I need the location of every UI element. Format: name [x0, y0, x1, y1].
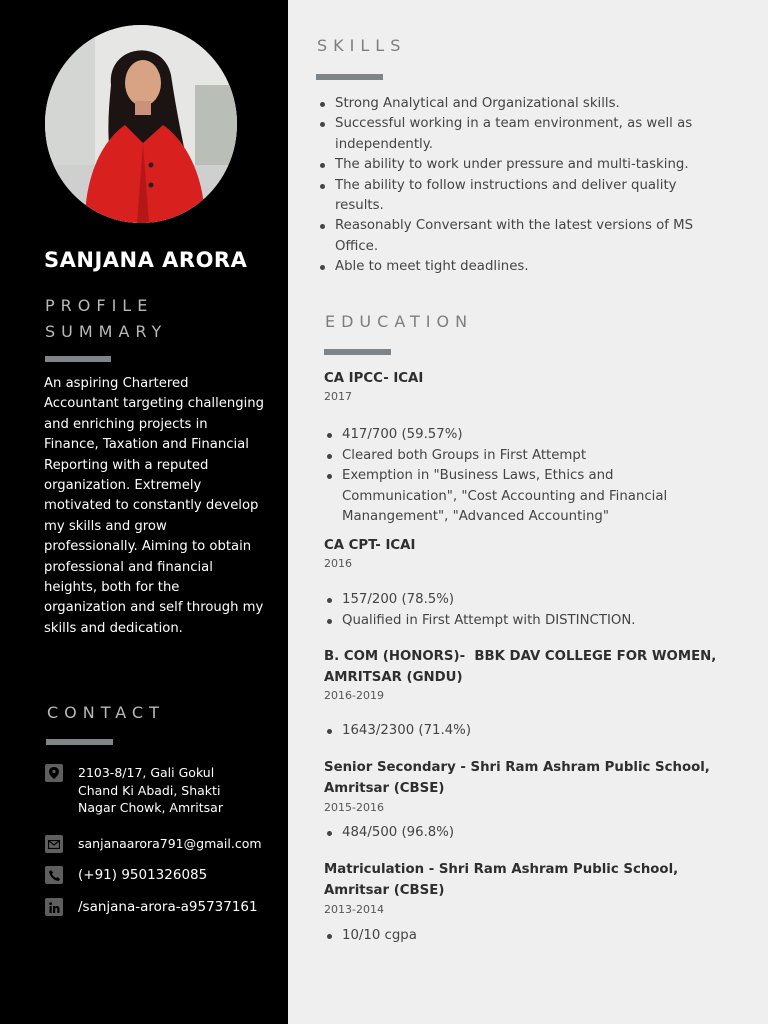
education-title-line: Matriculation - Shri Ram Ashram Public School, — [324, 862, 679, 877]
education-title-line: Amritsar (CBSE) — [324, 780, 445, 796]
skills-list — [317, 94, 727, 278]
education-year: 2016-2019 — [324, 689, 384, 702]
skills-heading: SKILLS — [317, 36, 407, 55]
sidebar — [0, 0, 288, 1024]
education-details — [324, 721, 724, 742]
education-year: 2017 — [324, 390, 352, 403]
list-item: Qualified in First Attempt with DISTINCTION. — [324, 611, 724, 632]
education-title-line: Senior Secondary - Shri Ram Ashram Public School, — [324, 760, 710, 775]
contact-heading: CONTACT — [47, 703, 165, 722]
profile-heading-line1: PROFILE — [45, 296, 154, 315]
education-year: 2016 — [324, 557, 352, 570]
list-item: Exemption in "Business Laws, Ethics and Communication", "Cost Accounting and Financial Manangement", "Advanced Accounting" — [324, 466, 724, 528]
candidate-name: SANJANA ARORA — [44, 248, 248, 272]
list-item: 10/10 cgpa — [324, 926, 724, 947]
list-item: 1643/2300 (71.4%) — [324, 721, 724, 742]
list-item: The ability to work under pressure and multi-tasking. — [317, 155, 727, 175]
list-item: Able to meet tight deadlines. — [317, 257, 727, 277]
email-link[interactable]: sanjanaarora791@gmail.com — [78, 836, 262, 851]
contact-address — [45, 764, 223, 817]
education-title-line: AMRITSAR (GNDU) — [324, 669, 463, 685]
list-item: The ability to follow instructions and deliver quality results. — [317, 176, 727, 217]
education-details — [324, 926, 724, 947]
contact-email[interactable] — [45, 835, 262, 853]
profile-photo-illustration — [45, 25, 237, 223]
list-item: Reasonably Conversant with the latest versions of MS Office. — [317, 216, 727, 257]
list-item: Successful working in a team environment, as well as independently. — [317, 114, 727, 155]
list-item: 157/200 (78.5%) — [324, 590, 724, 611]
linkedin-icon — [45, 898, 63, 916]
education-year: 2013-2014 — [324, 903, 384, 916]
education-details — [324, 425, 724, 528]
phone-number[interactable]: (+91) 9501326085 — [78, 867, 208, 883]
education-details — [324, 590, 724, 631]
address-text: 2103-8/17, Gali Gokul Chand Ki Abadi, Shakti Nagar Chowk, Amritsar — [78, 765, 223, 815]
education-title-line: B. COM (HONORS)- BBK DAV COLLEGE FOR WOMEN, — [324, 649, 717, 664]
list-item: Cleared both Groups in First Attempt — [324, 446, 724, 467]
education-title — [324, 860, 678, 901]
envelope-icon — [45, 835, 63, 853]
contact-linkedin[interactable] — [45, 898, 258, 916]
education-title: CA CPT- ICAI — [324, 538, 416, 553]
list-item: 417/700 (59.57%) — [324, 425, 724, 446]
education-title: CA IPCC- ICAI — [324, 371, 424, 386]
education-title — [324, 758, 710, 799]
profile-photo — [45, 25, 237, 223]
education-heading: EDUCATION — [325, 312, 474, 331]
education-year: 2015-2016 — [324, 801, 384, 814]
profile-heading-line2: SUMMARY — [45, 322, 168, 341]
education-title-line: Amritsar (CBSE) — [324, 882, 445, 898]
list-item: Strong Analytical and Organizational skills. — [317, 94, 727, 114]
linkedin-link[interactable]: /sanjana-arora-a95737161 — [78, 899, 258, 915]
contact-phone[interactable] — [45, 866, 207, 884]
profile-summary-heading — [45, 293, 167, 345]
location-pin-icon — [45, 764, 63, 782]
education-heading-rule — [324, 349, 391, 355]
skills-heading-rule — [316, 74, 383, 80]
contact-heading-rule — [46, 739, 113, 745]
profile-summary-text: An aspiring Chartered Accountant targeting challenging and enriching projects in Finance, Taxation and Financial Reporting with a reputed organization. Extremely motivated to constantly develop my skills and grow professionally. Aiming to obtain professional and financial heights, both for the organization and self through my skills and dedication. — [44, 376, 264, 636]
education-title — [324, 647, 716, 688]
phone-icon — [45, 866, 63, 884]
list-item: 484/500 (96.8%) — [324, 823, 724, 844]
profile-heading-rule — [45, 356, 111, 362]
education-details — [324, 823, 724, 844]
